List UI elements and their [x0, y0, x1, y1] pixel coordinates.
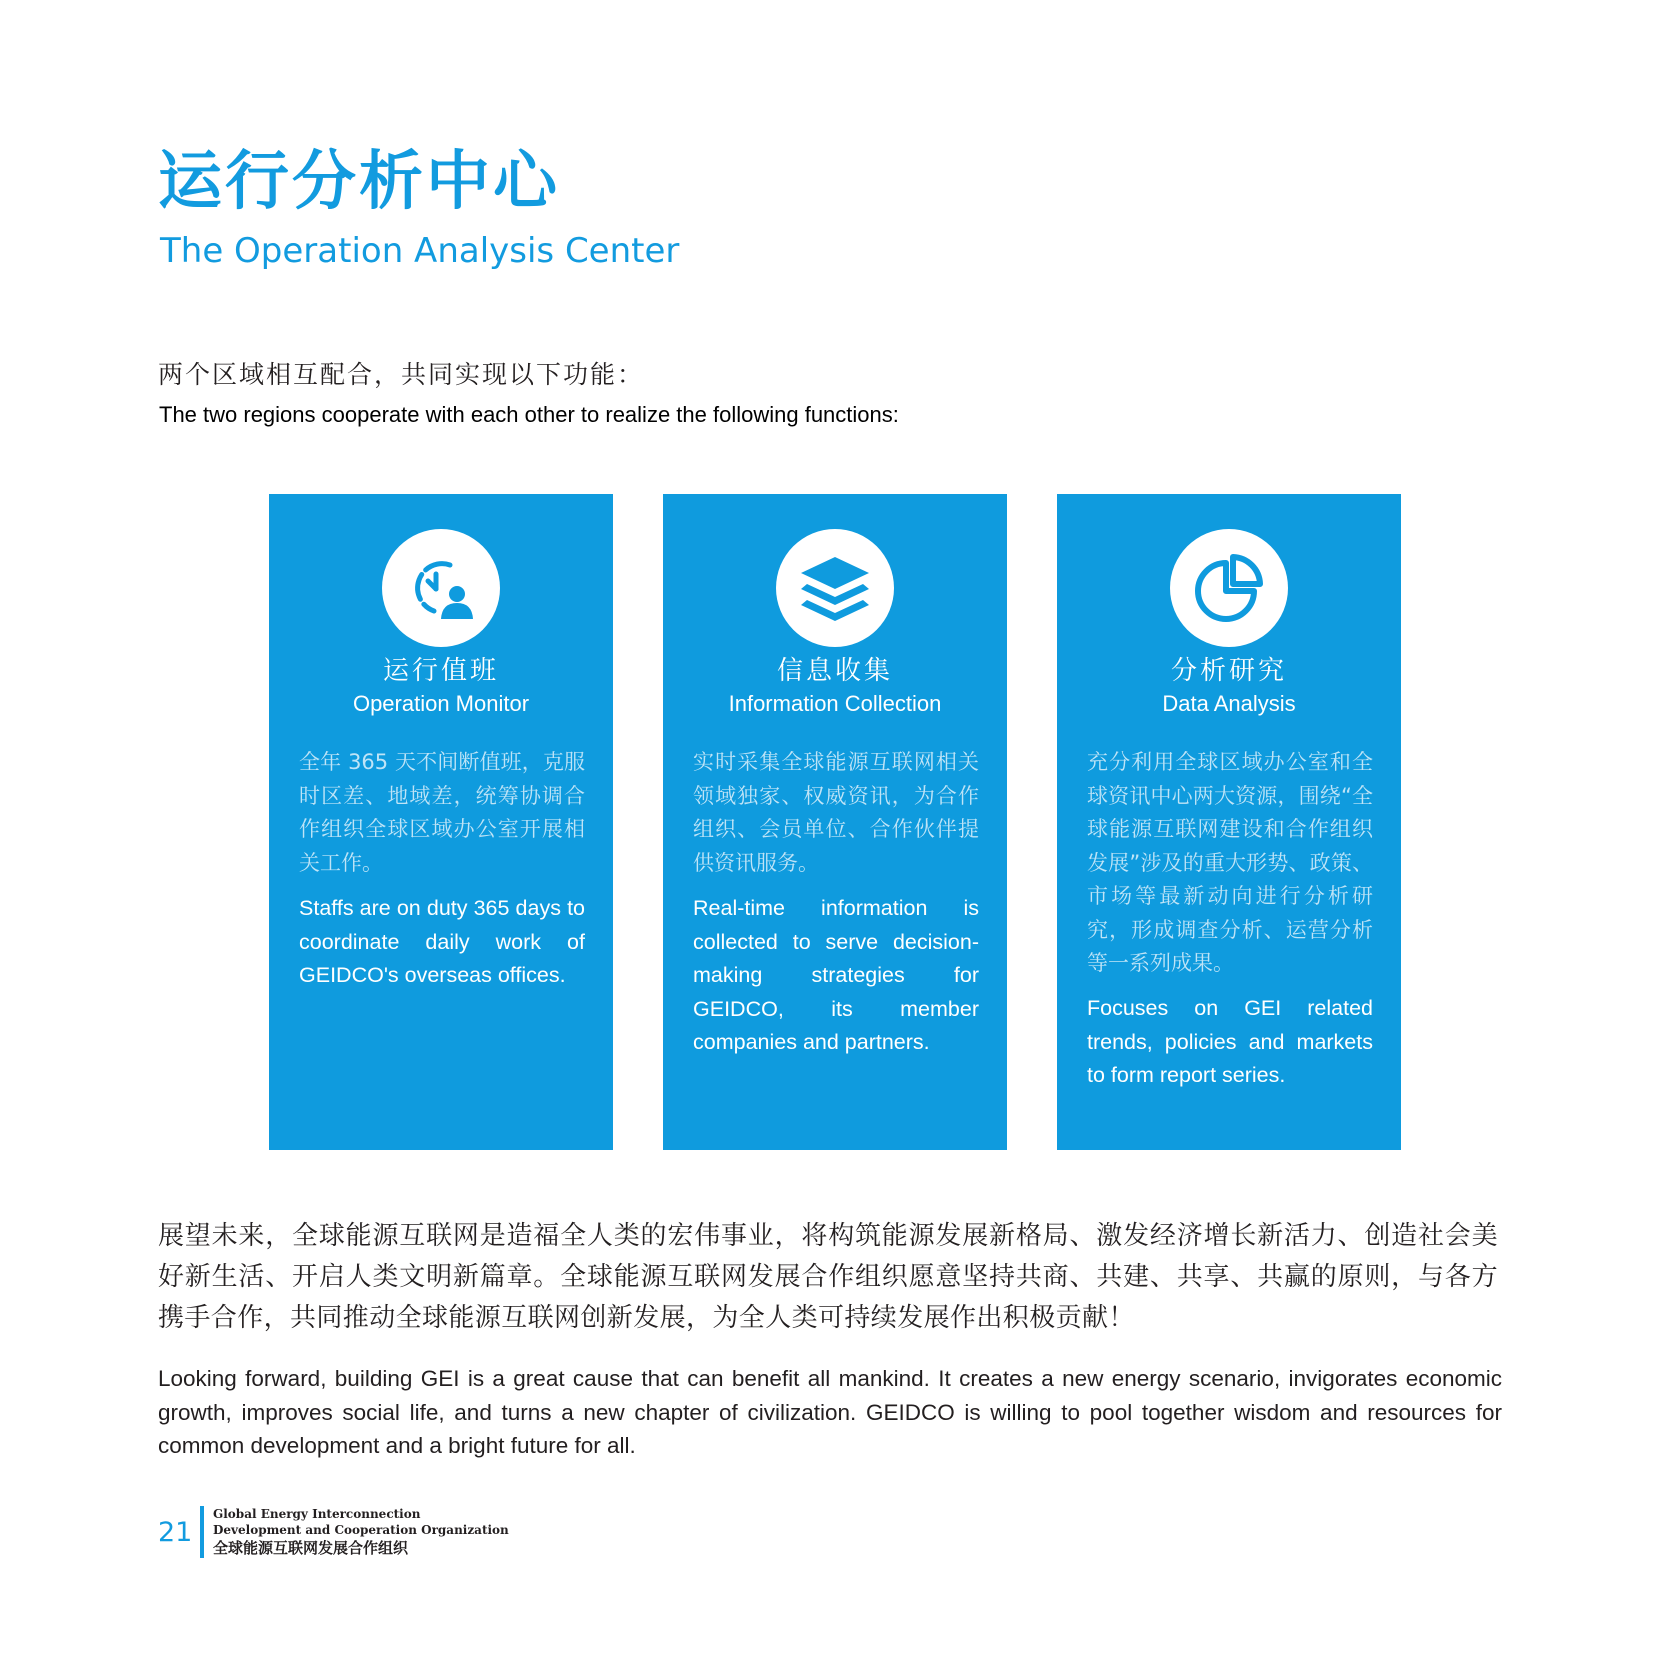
card-title-en: Data Analysis	[1162, 691, 1296, 716]
function-card-data-analysis	[1057, 494, 1401, 1150]
outlook-paragraph-en: Looking forward, building GEI is a great cause that can benefit all mankind. It creates a new energy scenario, invigorates economic growth, improves social life, and turns a new chapter of civilization. GEIDCO is willing to pool together wisdom and resources for common development and a bright future for all.	[158, 1366, 1502, 1458]
footer-divider	[200, 1506, 204, 1558]
card-title-en: Information Collection	[728, 691, 942, 716]
card-description-en: Staffs are on duty 365 days to coordinate daily work of GEIDCO's overseas offices.	[299, 896, 585, 987]
intro-text-en: The two regions cooperate with each other to realize the following functions:	[159, 402, 899, 427]
card-description-zh: 全年 365 天不间断值班，克服时区差、地域差，统筹协调合作组织全球区域办公室开展相关工作。	[299, 750, 585, 875]
function-card-information-collection	[663, 494, 1007, 1150]
function-card-operation-monitor	[269, 494, 613, 1150]
card-description-en: Real-time information is collected to serve decision-making strategies for GEIDCO, its member companies and partners.	[693, 896, 979, 1054]
page-number: 21	[158, 1517, 193, 1548]
card-description-zh: 充分利用全球区域办公室和全球资讯中心两大资源，围绕“全球能源互联网建设和合作组织发展”涉及的重大形势、政策、市场等最新动向进行分析研究，形成调查分析、运营分析等一系列成果。	[1087, 750, 1373, 975]
card-title-zh: 分析研究	[1170, 656, 1287, 686]
footer-organization-zh: 全球能源互联网发展合作组织	[213, 1539, 409, 1557]
page-title-zh: 运行分析中心	[158, 145, 560, 219]
layers-icon	[776, 529, 894, 647]
footer-organization-en	[213, 1506, 509, 1538]
intro-text-zh: 两个区域相互配合，共同实现以下功能：	[158, 360, 645, 389]
card-description-zh: 实时采集全球能源互联网相关领域独家、权威资讯，为合作组织、会员单位、合作伙伴提供资讯服务。	[693, 750, 979, 875]
card-title-zh: 信息收集	[776, 656, 893, 686]
card-description-en: Focuses on GEI related trends, policies and markets to form report series.	[1087, 996, 1373, 1087]
footer-org-en-line1: Global Energy Interconnection	[213, 1507, 421, 1521]
card-title-zh: 运行值班	[382, 656, 499, 686]
page-title-en: The Operation Analysis Center	[160, 231, 680, 271]
outlook-paragraph-zh: 展望未来，全球能源互联网是造福全人类的宏伟事业，将构筑能源发展新格局、激发经济增长新活力、创造社会美好新生活、开启人类文明新篇章。全球能源互联网发展合作组织愿意坚持共商、共建、共享、共赢的原则，与各方携手合作，共同推动全球能源互联网创新发展，为全人类可持续发展作出积极贡献！	[158, 1221, 1498, 1333]
pie-chart-icon	[1170, 529, 1288, 647]
footer-org-en-line2: Development and Cooperation Organization	[213, 1523, 509, 1537]
card-title-en: Operation Monitor	[352, 691, 530, 716]
clock-person-icon	[382, 529, 500, 647]
